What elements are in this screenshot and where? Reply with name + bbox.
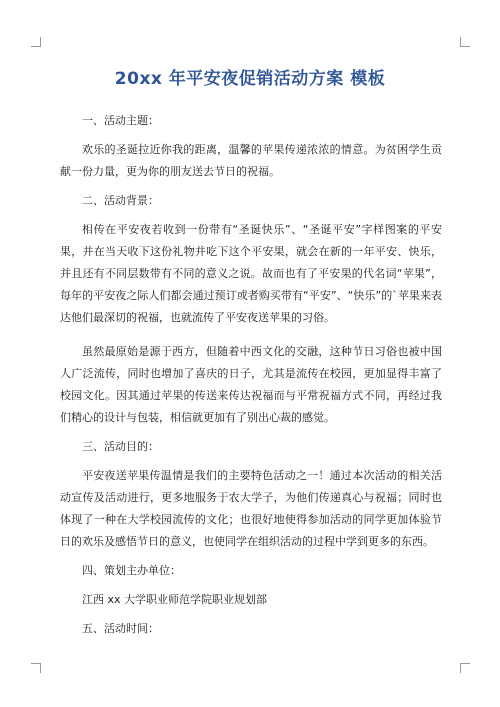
paragraph-background-1: 相传在平安夜若收到一份带有“圣诞快乐”、“圣诞平安”字样图案的平安果，并在当天收下这份礼物并吃下这个平安果，就会在新的一年平安、快乐，并且还有不同层数带有不同的意义之说。故而也有了平安果的代名词“苹果”，每年的平安夜之际人们都会通过预订或者购买带有“平安”、“快乐”的`苹果来表达他们最深切的祝福，也就流传了平安夜送苹果的习俗。 — [60, 223, 442, 324]
section-heading-purpose: 三、活动目的： — [82, 440, 159, 453]
document-title: 20xx 年平安夜促销活动方案 模板 — [114, 69, 386, 89]
crop-mark-top-left — [31, 37, 41, 47]
section-heading-organizer: 四、策划主办单位： — [82, 564, 181, 577]
section-heading-theme: 一、活动主题： — [82, 114, 159, 127]
organizer-name: 江西 xx 大学职业师范学院职业规划部 — [82, 593, 268, 606]
paragraph-theme: 欢乐的圣诞拉近你我的距离，温馨的苹果传递浓浓的情意。为贫困学生贡献一份力量，更为你的朋友送去节日的祝福。 — [60, 143, 442, 178]
section-heading-background: 二、活动背景： — [82, 194, 159, 207]
paragraph-purpose: 平安夜送苹果传温情是我们的主要特色活动之一！通过本次活动的相关活动宣传及活动进行，更多地服务于农大学子，为他们传递真心与祝福；同时也体现了一种在大学校园流传的文化；也很好地使得参加活动的同学更加体验节日的欢乐及感悟节日的意义，也使同学在组织活动的过程中学到更多的东西。 — [60, 469, 442, 548]
crop-mark-bottom-right — [460, 663, 470, 673]
section-heading-time: 五、活动时间： — [82, 622, 159, 635]
paragraph-background-2: 虽然最原始是源于西方，但随着中西文化的交融，这种节日习俗也被中国人广泛流传，同时也增加了喜庆的日子，尤其是流传在校园，更加显得丰富了校园文化。因其通过苹果的传送来传达祝福而与平常祝福方式不同，再经过我们精心的设计与包装，相信就更加有了别出心裁的感觉。 — [60, 345, 442, 424]
crop-mark-top-right — [460, 37, 470, 47]
crop-mark-bottom-left — [31, 663, 41, 673]
document-body — [60, 110, 442, 647]
